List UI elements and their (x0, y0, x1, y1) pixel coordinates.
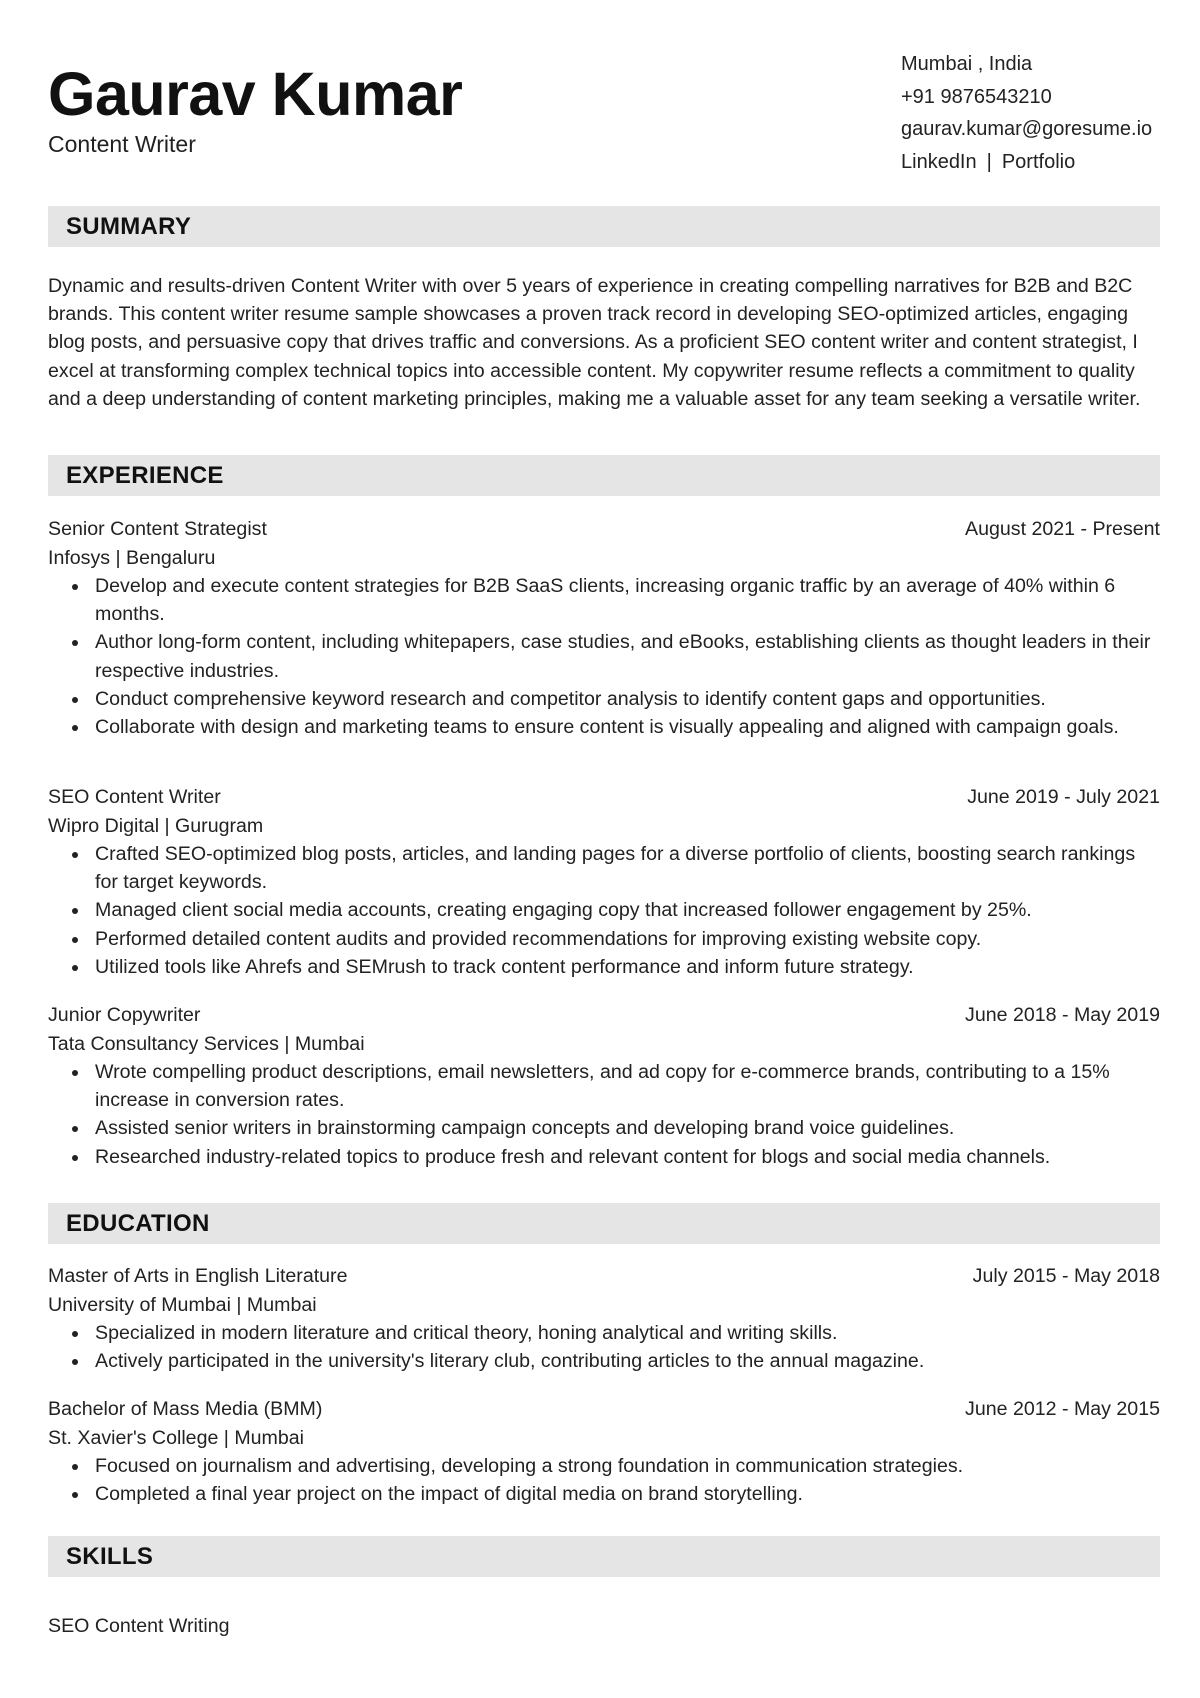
degree-title: Bachelor of Mass Media (BMM) (48, 1398, 323, 1420)
bullet-item: Researched industry-related topics to produce fresh and relevant content for blogs and social media channels. (48, 1143, 1160, 1171)
bullet-item: Assisted senior writers in brainstorming campaign concepts and developing brand voice guidelines. (48, 1114, 1160, 1142)
job-company: Tata Consultancy Services | Mumbai (48, 1032, 365, 1055)
resume-header (48, 0, 1160, 190)
institution: St. Xavier's College | Mumbai (48, 1426, 305, 1449)
bullet-item: Collaborate with design and marketing teams to ensure content is visually appealing and aligned with campaign goals. (48, 713, 1160, 741)
bullet-item: Crafted SEO-optimized blog posts, articles, and landing pages for a diverse portfolio of clients, boosting search rankings for target keywords. (48, 840, 1160, 896)
job-bullets (48, 572, 1160, 741)
section-title-experience: EXPERIENCE (66, 462, 224, 489)
candidate-role: Content Writer (48, 131, 196, 157)
contact-phone: +91 9876543210 (901, 85, 1052, 108)
contact-block (901, 48, 1152, 178)
job-dates: June 2018 - May 2019 (965, 1004, 1160, 1026)
bullet-item: Performed detailed content audits and provided recommendations for improving existing website copy. (48, 925, 1160, 953)
contact-location: Mumbai , India (901, 53, 1033, 75)
section-title-summary: SUMMARY (66, 213, 192, 240)
job-bullets (48, 840, 1160, 981)
degree-bullets (48, 1319, 1160, 1375)
bullet-item: Specialized in modern literature and critical theory, honing analytical and writing skills. (48, 1319, 1160, 1347)
section-heading-skills (48, 1536, 1160, 1577)
bullet-item: Author long-form content, including whitepapers, case studies, and eBooks, establishing clients as thought leaders in their respective industries. (48, 628, 1160, 684)
degree-dates: June 2012 - May 2015 (965, 1398, 1160, 1420)
bullet-item: Actively participated in the university's literary club, contributing articles to the annual magazine. (48, 1347, 1160, 1375)
contact-links (901, 146, 1152, 179)
skill-item: SEO Content Writing (48, 1615, 230, 1637)
job-title: SEO Content Writer (48, 786, 221, 808)
section-title-skills: SKILLS (66, 1543, 154, 1570)
institution: University of Mumbai | Mumbai (48, 1293, 317, 1316)
bullet-item: Managed client social media accounts, creating engaging copy that increased follower engagement by 25%. (48, 896, 1160, 924)
degree-title: Master of Arts in English Literature (48, 1265, 348, 1287)
job-dates: June 2019 - July 2021 (967, 786, 1160, 808)
education-entry (48, 1395, 1160, 1508)
degree-dates: July 2015 - May 2018 (972, 1265, 1160, 1287)
bullet-item: Focused on journalism and advertising, developing a strong foundation in communication strategies. (48, 1452, 1160, 1480)
bullet-item: Develop and execute content strategies for B2B SaaS clients, increasing organic traffic by an average of 40% within 6 months. (48, 572, 1160, 628)
degree-bullets (48, 1452, 1160, 1508)
portfolio-link[interactable]: Portfolio (1001, 150, 1076, 173)
section-heading-experience (48, 455, 1160, 496)
section-title-education: EDUCATION (66, 1210, 210, 1237)
bullet-item: Conduct comprehensive keyword research and competitor analysis to identify content gaps and opportunities. (48, 685, 1160, 713)
education-entry (48, 1262, 1160, 1375)
job-dates: August 2021 - Present (965, 518, 1160, 540)
bullet-item: Wrote compelling product descriptions, email newsletters, and ad copy for e-commerce brands, contributing to a 15% increase in conversion rates. (48, 1058, 1160, 1114)
job-title: Junior Copywriter (48, 1004, 201, 1026)
resume-page (48, 0, 1160, 1698)
section-heading-summary (48, 206, 1160, 247)
job-bullets (48, 1058, 1160, 1171)
experience-entry (48, 783, 1160, 981)
experience-entry (48, 1001, 1160, 1171)
candidate-name: Gaurav Kumar (48, 60, 463, 128)
section-heading-education (48, 1203, 1160, 1244)
job-company: Infosys | Bengaluru (48, 546, 216, 569)
summary-text: Dynamic and results-driven Content Writer with over 5 years of experience in creating compelling narratives for B2B and B2C brands. This content writer resume sample showcases a proven track record in developing SEO-optimized articles, engaging blog posts, and persuasive copy that drives traffic and conversions. As a proficient SEO content writer and content strategist, I excel at transforming complex technical topics into accessible content. My copywriter resume reflects a commitment to quality and a deep understanding of content marketing principles, making me a valuable asset for any team seeking a versatile writer. (48, 275, 1141, 410)
bullet-item: Completed a final year project on the impact of digital media on brand storytelling. (48, 1480, 1160, 1508)
job-company: Wipro Digital | Gurugram (48, 814, 264, 837)
job-title: Senior Content Strategist (48, 518, 267, 540)
link-separator: | (986, 150, 992, 173)
contact-email[interactable]: gaurav.kumar@goresume.io (901, 118, 1153, 140)
linkedin-link[interactable]: LinkedIn (901, 150, 977, 173)
experience-entry (48, 515, 1160, 741)
bullet-item: Utilized tools like Ahrefs and SEMrush to track content performance and inform future strategy. (48, 953, 1160, 981)
